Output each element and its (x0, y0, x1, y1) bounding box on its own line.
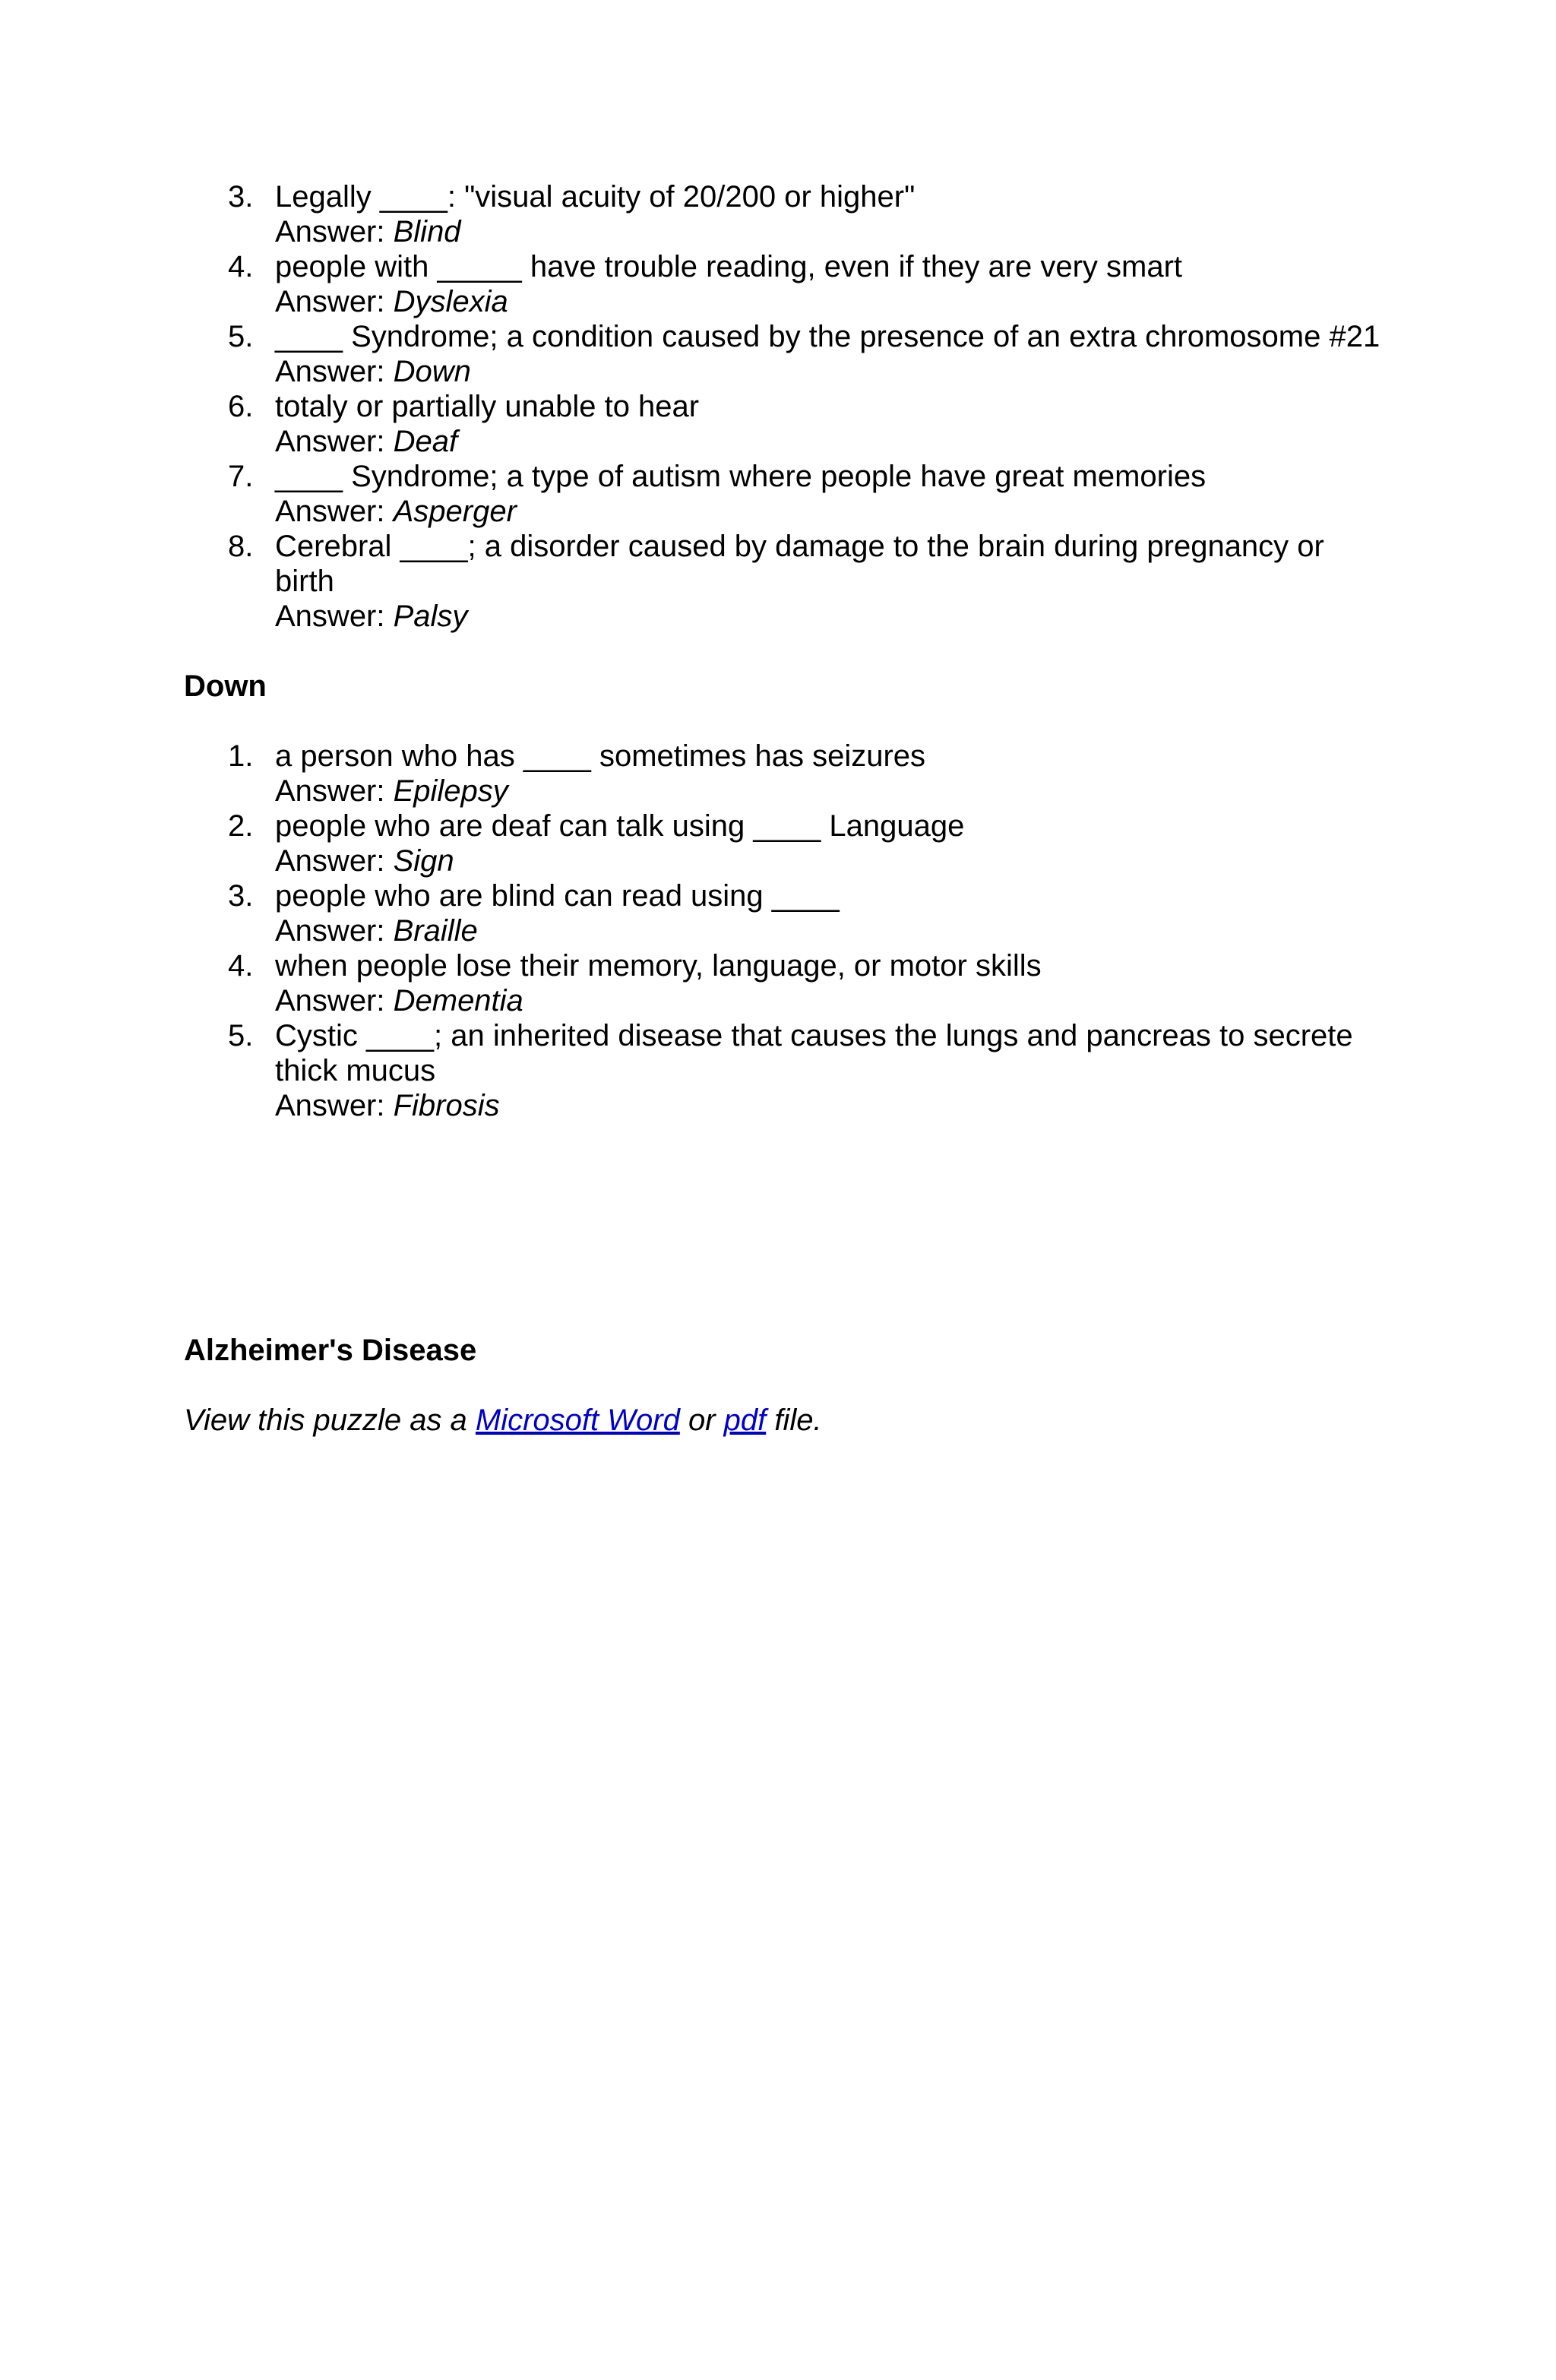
clue-text: ____ Syndrome; a condition caused by the presence of an extra chromosome #21 (275, 320, 1380, 353)
clue-item (184, 1018, 1384, 1123)
clue-number: 2. (228, 809, 254, 843)
pdf-link[interactable]: pdf (723, 1404, 767, 1437)
clue-number: 5. (228, 1019, 254, 1052)
answer-label: Answer: (275, 844, 394, 878)
answer-label: Answer: (275, 984, 394, 1018)
clue-text: people who are blind can read using ____ (275, 879, 840, 913)
clue-number: 7. (228, 460, 254, 493)
clue-number: 5. (228, 320, 254, 353)
clue-item (184, 459, 1384, 529)
clue-number: 4. (228, 250, 254, 283)
microsoft-word-link[interactable]: Microsoft Word (475, 1404, 680, 1437)
document-page (184, 179, 1384, 1438)
answer-word: Blind (393, 215, 461, 248)
clue-text: when people lose their memory, language, or motor skills (275, 949, 1042, 983)
answer-word: Down (393, 355, 471, 388)
answer-word: Dyslexia (393, 285, 508, 318)
clue-number: 3. (228, 180, 254, 214)
answer-label: Answer: (275, 425, 394, 458)
clue-text: a person who has ____ sometimes has seizures (275, 739, 926, 773)
clue-number: 8. (228, 530, 254, 563)
clue-text: ____ Syndrome; a type of autism where people have great memories (275, 460, 1207, 493)
answer-word: Palsy (393, 600, 468, 633)
clue-text: totaly or partially unable to hear (275, 390, 700, 423)
clue-item (184, 249, 1384, 319)
clue-item (184, 809, 1384, 878)
answer-label: Answer: (275, 285, 394, 318)
down-clue-list (184, 739, 1384, 1123)
view-prefix: View this puzzle as a (184, 1404, 476, 1437)
answer-word: Epilepsy (393, 774, 508, 808)
clue-text: Legally ____: "visual acuity of 20/200 or higher" (275, 180, 916, 214)
clue-item (184, 878, 1384, 948)
answer-label: Answer: (275, 914, 394, 948)
view-middle: or (679, 1404, 724, 1437)
answer-label: Answer: (275, 1089, 394, 1122)
answer-label: Answer: (275, 774, 394, 808)
answer-word: Fibrosis (393, 1089, 500, 1122)
answer-label: Answer: (275, 600, 394, 633)
section-title: Alzheimer's Disease (184, 1334, 477, 1367)
answer-label: Answer: (275, 355, 394, 388)
clue-number: 1. (228, 739, 254, 773)
view-puzzle-line (184, 1403, 1384, 1438)
answer-word: Dementia (393, 984, 523, 1018)
clue-number: 4. (228, 949, 254, 983)
answer-label: Answer: (275, 495, 394, 528)
clue-text: people with _____ have trouble reading, even if they are very smart (275, 250, 1183, 283)
view-suffix: file. (766, 1404, 822, 1437)
down-heading: Down (184, 669, 267, 703)
clue-item (184, 529, 1384, 634)
clue-item (184, 948, 1384, 1018)
clue-text: Cerebral ____; a disorder caused by damage to the brain during pregnancy or birth (275, 530, 1324, 598)
clue-text: people who are deaf can talk using ____ Language (275, 809, 965, 843)
clue-item (184, 739, 1384, 809)
clue-item (184, 319, 1384, 389)
clue-item (184, 179, 1384, 249)
answer-label: Answer: (275, 215, 394, 248)
clue-text: Cystic ____; an inherited disease that causes the lungs and pancreas to secrete thick mucus (275, 1019, 1353, 1087)
clue-item (184, 389, 1384, 459)
across-clue-list (184, 179, 1384, 634)
answer-word: Sign (393, 844, 454, 878)
answer-word: Asperger (393, 495, 517, 528)
clue-number: 3. (228, 879, 254, 913)
clue-number: 6. (228, 390, 254, 423)
answer-word: Braille (393, 914, 478, 948)
answer-word: Deaf (393, 425, 458, 458)
